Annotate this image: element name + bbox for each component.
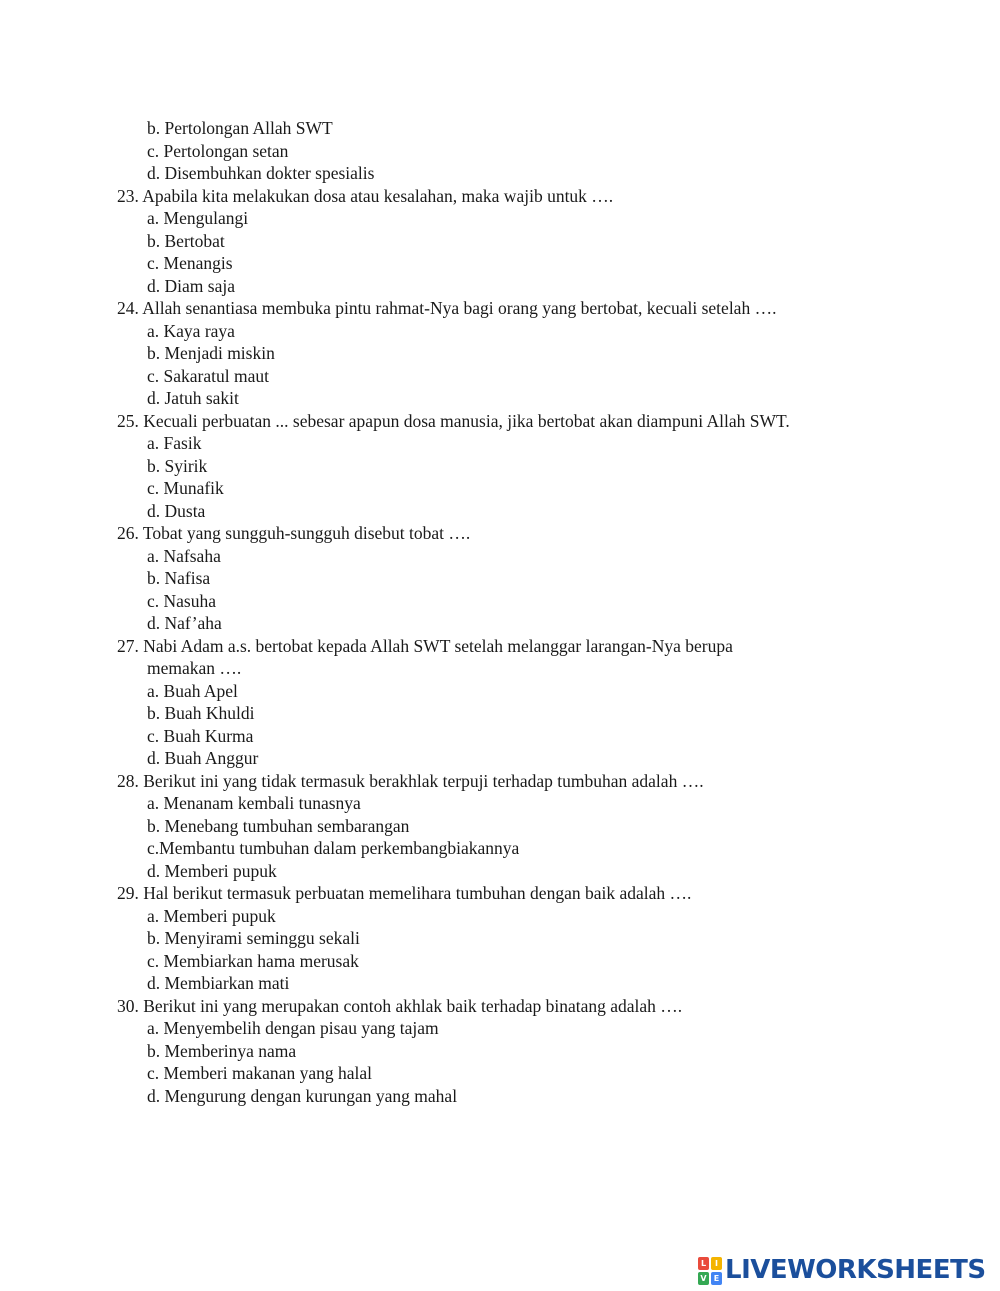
answer-option: d. Mengurung dengan kurungan yang mahal [147, 1085, 458, 1106]
answer-option: b. Syirik [147, 455, 208, 476]
answer-option: b. Nafisa [147, 568, 211, 588]
answer-option: d. Buah Anggur [147, 748, 259, 768]
answer-option: c. Membiarkan hama merusak [147, 950, 359, 971]
answer-option: d. Dusta [147, 500, 206, 521]
question-text: 23. Apabila kita melakukan dosa atau kesalahan, maka wajib untuk …. [117, 185, 614, 206]
answer-option: a. Menanam kembali tunasnya [147, 793, 361, 813]
answer-option: d. Membiarkan mati [147, 973, 290, 993]
logo-icon-tile-i: I [711, 1257, 722, 1270]
question-text: 27. Nabi Adam a.s. bertobat kepada Allah SWT setelah melanggar larangan-Nya berupa [117, 635, 733, 656]
liveworksheets-logo-icon [698, 1257, 722, 1284]
answer-option: a. Fasik [147, 433, 202, 453]
logo-icon-tile-e: E [711, 1272, 722, 1285]
answer-option: c. Sakaratul maut [147, 365, 269, 386]
question-text: 25. Kecuali perbuatan ... sebesar apapun dosa manusia, jika bertobat akan diampuni Allah SWT. [117, 410, 790, 431]
answer-option: a. Nafsaha [147, 545, 221, 566]
answer-option: a. Memberi pupuk [147, 905, 276, 926]
worksheet-page [0, 117, 1000, 1107]
answer-option: b. Menjadi miskin [147, 343, 275, 363]
answer-option: b. Pertolongan Allah SWT [147, 118, 333, 138]
answer-option: a. Kaya raya [147, 320, 235, 341]
answer-option: d. Jatuh sakit [147, 388, 239, 408]
question-text: 24. Allah senantiasa membuka pintu rahmat-Nya bagi orang yang bertobat, kecuali setelah …. [117, 298, 777, 318]
answer-option: c. Pertolongan setan [147, 140, 289, 161]
logo-icon-tile-v: V [698, 1272, 709, 1285]
answer-option: c. Munafik [147, 478, 224, 498]
question-text: 26. Tobat yang sungguh-sungguh disebut tobat …. [117, 523, 471, 543]
answer-option: b. Buah Khuldi [147, 703, 255, 723]
question-text: 29. Hal berikut termasuk perbuatan memelihara tumbuhan dengan baik adalah …. [117, 883, 692, 903]
answer-option: a. Menyembelih dengan pisau yang tajam [147, 1018, 439, 1038]
answer-option: a. Mengulangi [147, 208, 249, 228]
answer-option: b. Menyirami seminggu sekali [147, 928, 360, 948]
answer-option: b. Menebang tumbuhan sembarangan [147, 815, 410, 836]
answer-option: c. Menangis [147, 253, 233, 273]
answer-option: c.Membantu tumbuhan dalam perkembangbiakannya [147, 838, 520, 858]
question-text: 28. Berikut ini yang tidak termasuk berakhlak terpuji terhadap tumbuhan adalah …. [117, 770, 704, 791]
liveworksheets-logo [698, 1254, 986, 1286]
answer-option: c. Memberi makanan yang halal [147, 1063, 372, 1083]
answer-option: d. Memberi pupuk [147, 860, 277, 881]
question-text: 30. Berikut ini yang merupakan contoh akhlak baik terhadap binatang adalah …. [117, 995, 683, 1016]
liveworksheets-logo-text: LIVEWORKSHEETS [725, 1255, 986, 1285]
answer-option: c. Buah Kurma [147, 725, 254, 746]
question-text-continued: memakan …. [147, 658, 242, 678]
answer-option: d. Disembuhkan dokter spesialis [147, 163, 375, 183]
answer-option: d. Naf’aha [147, 613, 222, 633]
answer-option: d. Diam saja [147, 275, 235, 296]
answer-option: b. Memberinya nama [147, 1040, 297, 1061]
answer-option: a. Buah Apel [147, 680, 238, 701]
answer-option: c. Nasuha [147, 590, 217, 611]
answer-option: b. Bertobat [147, 230, 225, 251]
logo-icon-tile-l: L [698, 1257, 709, 1270]
